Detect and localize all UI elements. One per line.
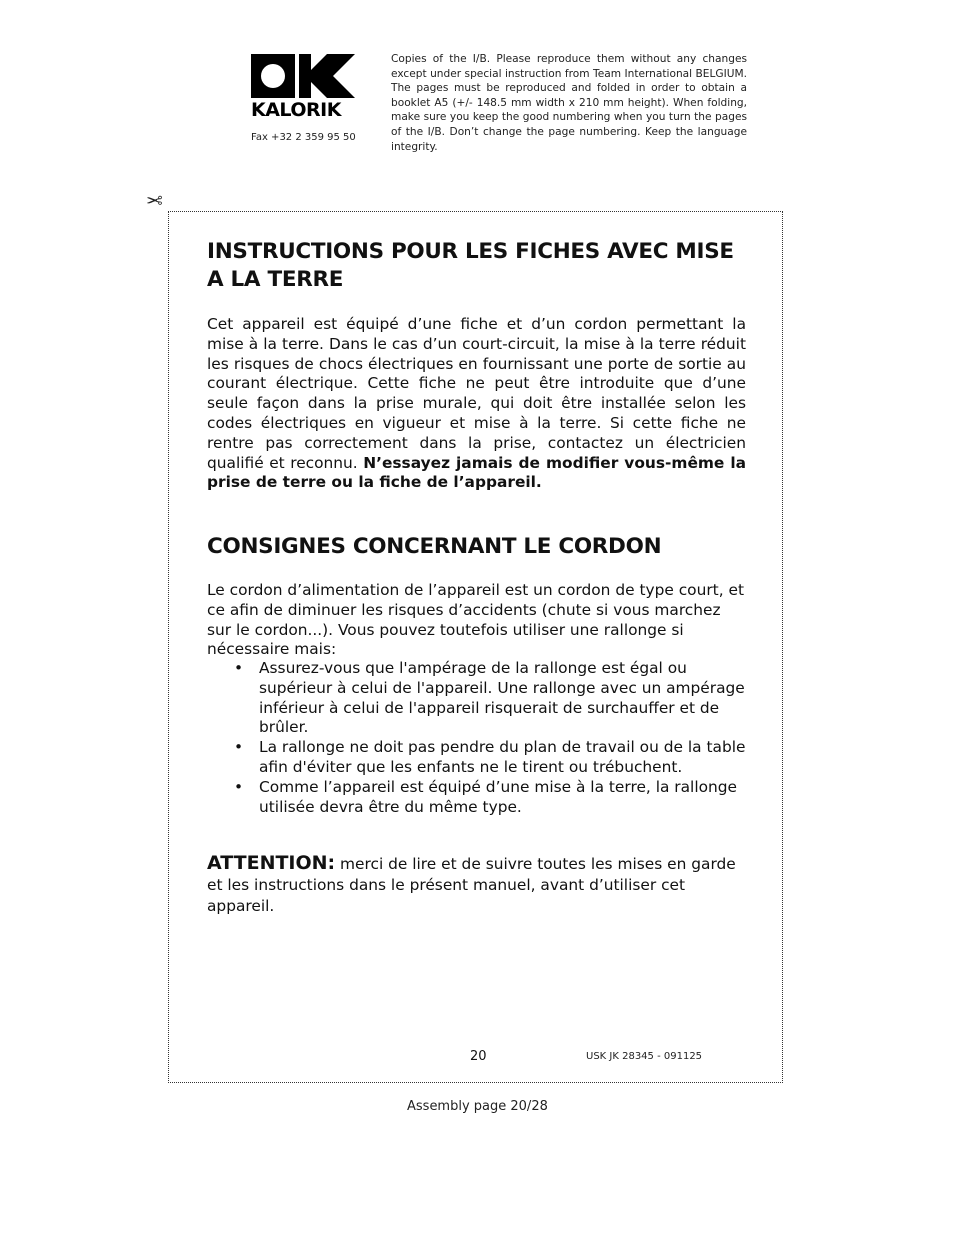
list-item [207, 738, 747, 778]
scissors-icon: ✂ [146, 188, 163, 212]
logo-wordmark: KALORIK [251, 99, 341, 121]
grounding-warning: N’essayez jamais de modifier vous-même la prise de terre ou la fiche de l’appareil. [207, 453, 746, 492]
document-code: USK JK 28345 - 091125 [586, 1051, 703, 1062]
kalorik-k-mark [251, 54, 357, 98]
copy-instructions-note: Copies of the I/B. Please reproduce them without any changes except under special instruction from Team International BELGIUM. The pages must be reproduced and folded in order to obtain a booklet A5 (+/- 148.5 mm width x 210 mm height). When folding, make sure you keep the good numbering when you turn the pages of the I/B. Don’t change the page numbering. Keep the language integrity. [391, 53, 747, 153]
list-item [207, 778, 747, 818]
list-item [207, 659, 747, 738]
cord-intro: Le cordon d’alimentation de l’appareil est un cordon de type court, et ce afin de diminuer les risques d’accidents (chute si vous marchez sur le cordon...). Vous pouvez toutefois utiliser une rallonge si nécessaire mais: [207, 581, 745, 659]
bullet-icon: • [234, 738, 244, 757]
attention-label: ATTENTION: [207, 852, 336, 874]
page-number: 20 [470, 1049, 487, 1064]
section-title-cord: CONSIGNES CONCERNANT LE CORDON [207, 534, 662, 559]
list-item-text: La rallonge ne doit pas pendre du plan de travail ou de la table afin d'éviter que les enfants ne le tirent ou trébuchent. [259, 738, 746, 776]
bullet-icon: • [234, 659, 244, 677]
grounding-paragraph [207, 315, 746, 493]
attention-note [207, 853, 752, 917]
kalorik-logo [251, 54, 361, 120]
grounding-body: Cet appareil est équipé d’une fiche et d’un cordon permettant la mise à la terre. Dans le cas d’un court-circuit, la mise à la terre réduit les risques de chocs électriques en fournissant une porte de sortie au courant électrique. Cette fiche ne peut être introduite que d’une seule façon dans la prise murale, qui doit être installée selon les codes électriques en vigueur et mise à la terre. Si cette fiche ne rentre pas correctement dans la prise, contactez un électricien qualifié et reconnu. [207, 315, 746, 472]
section-title-grounding: INSTRUCTIONS POUR LES FICHES AVEC MISE A LA TERRE [207, 239, 734, 292]
assembly-page: Assembly page 20/28 [407, 1099, 548, 1114]
list-item-text: Comme l’appareil est équipé d’une mise à la terre, la rallonge utilisée devra être du même type. [259, 777, 738, 816]
bullet-icon: • [234, 777, 244, 796]
fax-number: Fax +32 2 359 95 50 [251, 132, 356, 143]
attention-text: merci de lire et de suivre toutes les mises en garde et les instructions dans le présent manuel, avant d’utiliser cet appareil. [207, 855, 736, 915]
list-item-text: Assurez-vous que l'ampérage de la rallonge est égal ou supérieur à celui de l'appareil. Une rallonge avec un ampérage inférieur à celui de l'appareil risquerait de surchauffer et de brûler. [259, 659, 745, 737]
cord-bullet-list [207, 659, 747, 817]
